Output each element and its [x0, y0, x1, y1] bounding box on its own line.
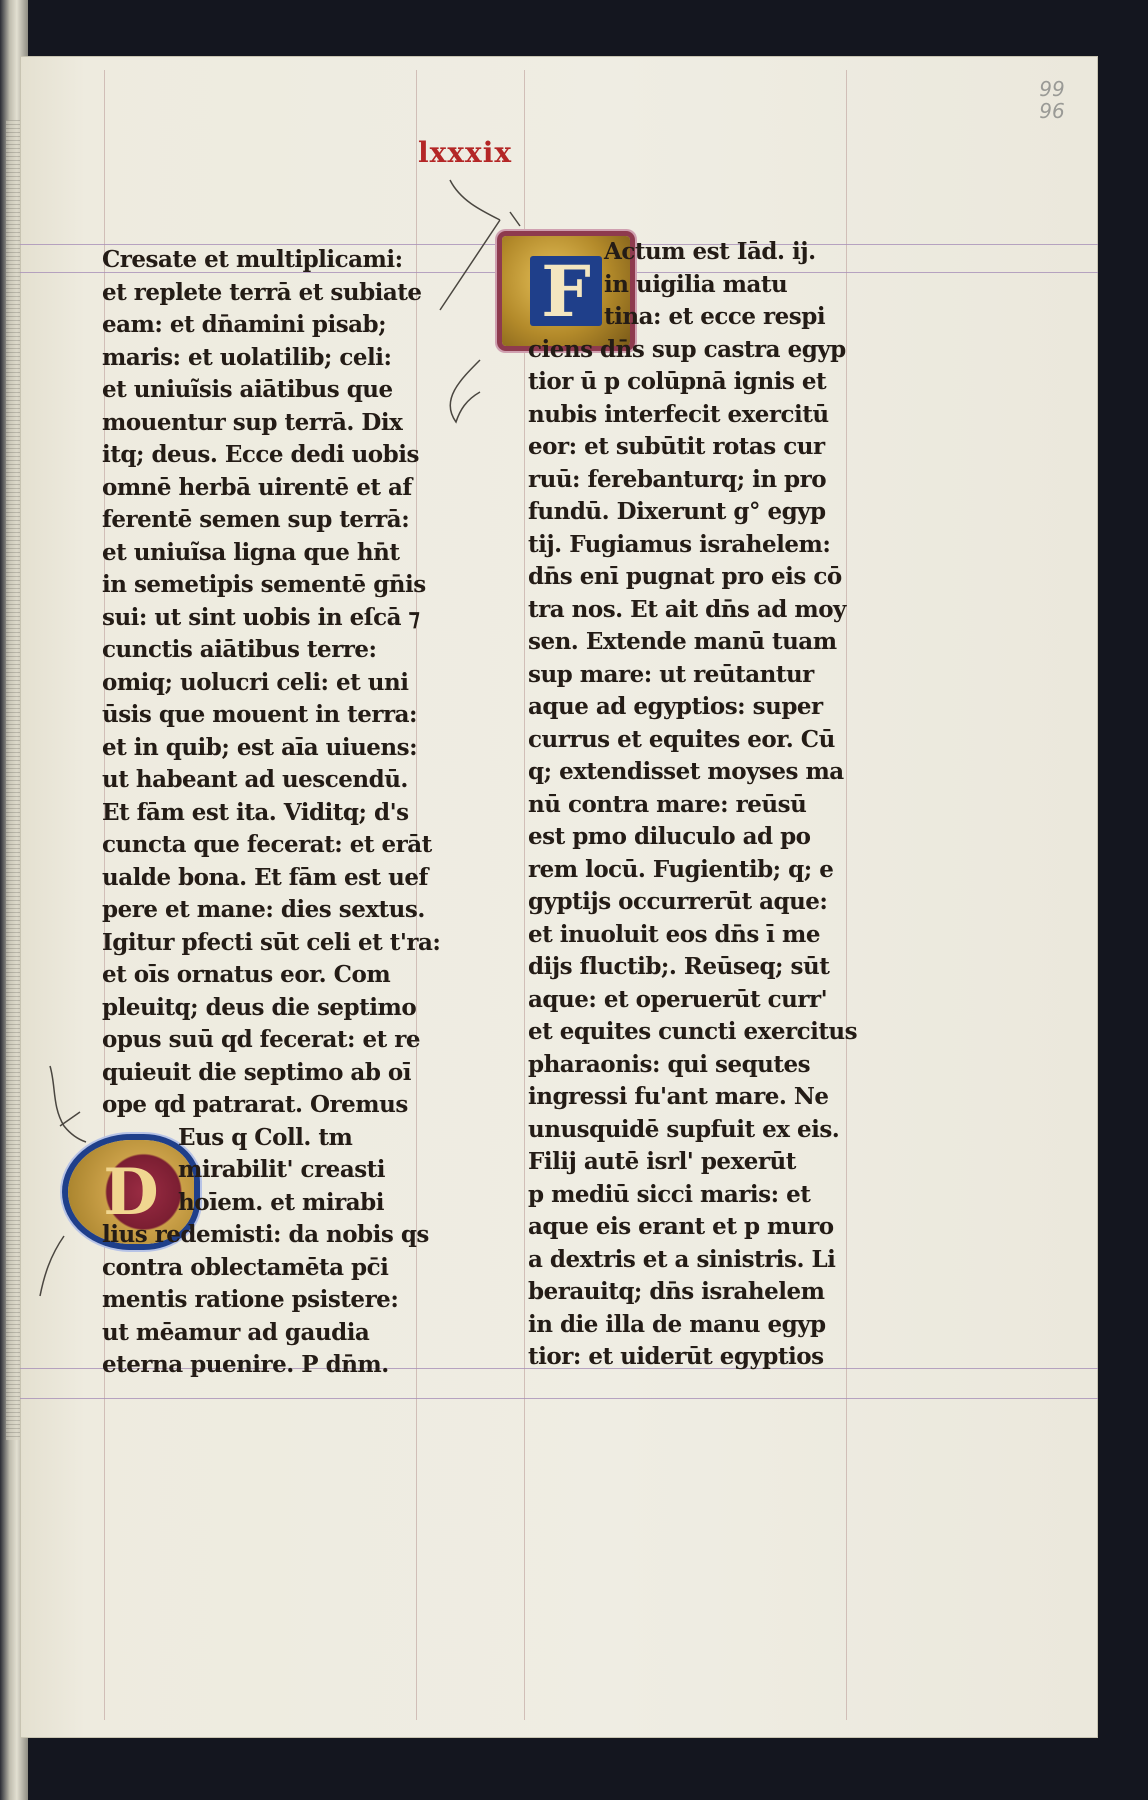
- initial-letter: D: [103, 1154, 159, 1230]
- text-column-left: [102, 244, 442, 1382]
- text-line: eor: et subūtit rotas cur: [528, 433, 825, 460]
- text-line: aque ad egyptios: super: [528, 693, 823, 720]
- text-line: nū contra mare: reūsū: [528, 790, 807, 818]
- text-line: et equites cuncti exercitus: [528, 1018, 858, 1045]
- text-line: ruū: ferebanturq; in pro: [528, 465, 827, 493]
- text-line: sui: ut sint uobis in eſcā ⁊: [102, 603, 420, 631]
- ruling-line: [20, 1398, 1098, 1399]
- text-line: aque eis erant et p muro: [528, 1213, 834, 1240]
- text-line: lius redemisti: da nobis qs: [102, 1221, 429, 1248]
- text-line: opus suū qd fecerat: et re: [102, 1026, 420, 1053]
- text-line: Actum est Iād. ij.: [604, 238, 816, 265]
- text-line: cunctis aiātibus terre:: [102, 636, 377, 663]
- text-line: Eus q Coll. tm: [178, 1123, 353, 1151]
- text-line: et inuoluit eos dn̄s ī me: [528, 920, 821, 948]
- text-line: tij. Fugiamus israhelem:: [528, 530, 831, 558]
- text-line: ut mēamur ad gaudia: [102, 1318, 370, 1346]
- text-line: nubis interfecit exercitū: [528, 400, 829, 428]
- text-line: tina: et ecce respi: [604, 303, 826, 330]
- text-line: pere et mane: dies sextus.: [102, 896, 425, 923]
- text-line: et uniuĩsa ligna que hn̄t: [102, 538, 400, 566]
- text-line: sup mare: ut reūtantur: [528, 660, 814, 688]
- text-line: quieuit die septimo ab oī: [102, 1058, 412, 1086]
- text-line: berauitq; dn̄s israhelem: [528, 1278, 825, 1305]
- text-line: mentis ratione psistere:: [102, 1286, 399, 1313]
- text-line: pleuitq; deus die septimo: [102, 993, 417, 1021]
- text-line: omnē herbā uirentē et af: [102, 473, 412, 501]
- text-line: omiq; uolucri celi: et uni: [102, 668, 409, 696]
- text-line: itq; deus. Ecce dedi uobis: [102, 441, 419, 468]
- text-line: maris: et uolatilib; celi:: [102, 343, 392, 371]
- initial-letter: F: [541, 249, 591, 333]
- text-line: ūsis que mouent in terra:: [102, 701, 418, 728]
- text-line: mirabilit' creasti: [178, 1156, 386, 1183]
- text-column-right: [528, 236, 864, 1374]
- folio-number-current: 99: [1039, 77, 1065, 101]
- text-line: Et fām est ita. Viditq; d's: [102, 798, 409, 826]
- running-head: lxxxix: [418, 136, 513, 169]
- text-line: et oīs ornatus eor. Com: [102, 961, 391, 988]
- text-line: ut habeant ad uescendū.: [102, 766, 408, 793]
- text-line: currus et equites eor. Cū: [528, 725, 835, 753]
- folio-number: [1028, 78, 1076, 122]
- text-line: ferentē semen sup terrā:: [102, 506, 410, 533]
- text-line: ualde bona. Et fām est uef: [102, 863, 428, 891]
- text-line: p mediū sicci maris: et: [528, 1180, 811, 1208]
- text-line: et replete terrā et subiate: [102, 278, 422, 306]
- text-line: contra oblectamēta pc̄i: [102, 1253, 389, 1281]
- text-line: in uigilia matu: [604, 270, 788, 298]
- text-line: et uniuĩsis aiātibus que: [102, 376, 393, 403]
- text-line: eterna puenire. P dn̄m.: [102, 1351, 389, 1378]
- text-line: unusquidē supfuit ex eis.: [528, 1115, 840, 1143]
- text-line: ope qd patrarat. Oremus: [102, 1091, 408, 1118]
- text-line: tior: et uiderūt egyptios: [528, 1343, 824, 1370]
- text-line: Cresate et multiplicami:: [102, 246, 403, 273]
- text-line: et in quib; est aīa uiuens:: [102, 733, 418, 761]
- text-line: in semetipis sementē gn̄is: [102, 571, 426, 598]
- text-line: a dextris et a sinistris. Li: [528, 1245, 836, 1273]
- text-line: Igitur pfecti sūt celi et t'ra:: [102, 928, 441, 956]
- text-line: aque: et operuerūt curr': [528, 985, 828, 1013]
- text-line: tior ū p colūpnā ignis et: [528, 368, 827, 395]
- text-line: dn̄s enī pugnat pro eis cō: [528, 563, 842, 590]
- text-line: sen. Extende manū tuam: [528, 628, 837, 655]
- text-line: rem locū. Fugientib; q; e: [528, 855, 834, 883]
- text-line: est pmo diluculo ad po: [528, 823, 811, 850]
- text-line: pharaonis: qui sequtes: [528, 1050, 811, 1078]
- text-line: tra nos. Et ait dn̄s ad moy: [528, 595, 846, 623]
- text-line: fundū. Dixerunt g° egyp: [528, 498, 826, 525]
- text-line: mouentur sup terrā. Dix: [102, 408, 403, 436]
- text-line: cuncta que fecerat: et erāt: [102, 831, 432, 858]
- folio-number-old: 96: [1039, 99, 1065, 123]
- text-line: hoīem. et mirabi: [178, 1188, 384, 1216]
- text-line: dijs fluctib;. Reūseq; sūt: [528, 953, 830, 980]
- text-line: gyptijs occurrerūt aque:: [528, 888, 828, 915]
- text-line: Filij autē isrl' pexerūt: [528, 1148, 796, 1175]
- text-line: q; extendisset moyses ma: [528, 758, 844, 785]
- text-line: ingressi fu'ant mare. Ne: [528, 1083, 829, 1110]
- text-line: in die illa de manu egyp: [528, 1310, 826, 1338]
- text-line: eam: et dn̄amini pisab;: [102, 311, 387, 338]
- text-line: ciens dn̄s sup castra egyp: [528, 335, 846, 363]
